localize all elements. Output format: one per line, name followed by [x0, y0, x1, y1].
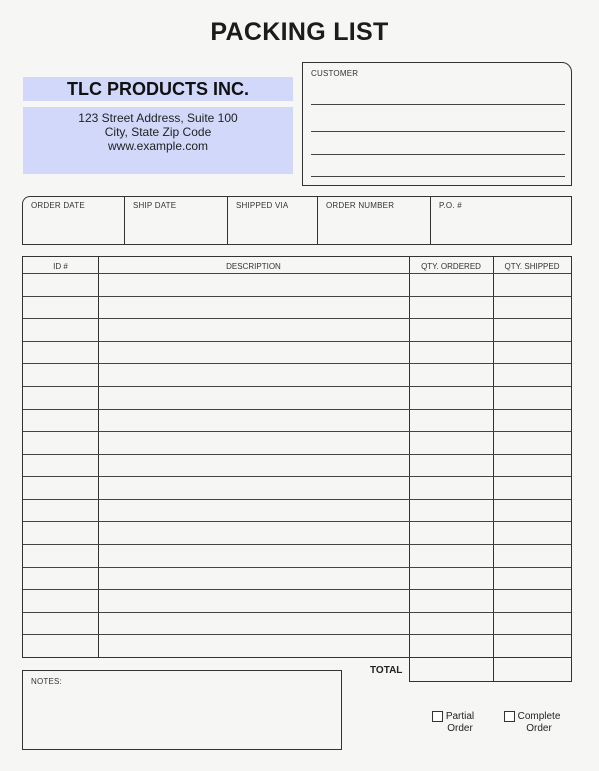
table-row-line: [23, 363, 571, 364]
order-date-field[interactable]: [23, 197, 125, 244]
table-row-line: [23, 431, 571, 432]
table-row-line: [23, 589, 571, 590]
column-header-description: DESCRIPTION: [226, 262, 281, 271]
customer-line-1[interactable]: [311, 104, 565, 105]
table-row-line: [23, 612, 571, 613]
column-divider: [409, 257, 410, 657]
company-address-line1: 123 Street Address, Suite 100: [78, 111, 238, 125]
complete-order-label: [515, 711, 563, 735]
table-row-line: [23, 499, 571, 500]
complete-order-checkbox[interactable]: [504, 711, 515, 722]
header-separator: [23, 273, 571, 274]
table-row-line: [23, 296, 571, 297]
column-header-qty-ordered: QTY. ORDERED: [421, 262, 481, 271]
order-number-field[interactable]: [318, 197, 431, 244]
table-row-line: [23, 521, 571, 522]
partial-order-label-line2: Order: [447, 723, 473, 734]
shipped-via-field[interactable]: [228, 197, 318, 244]
table-row-line: [23, 476, 571, 477]
table-row-line: [23, 454, 571, 455]
partial-order-label-line1: Partial: [445, 711, 475, 722]
company-address-block: [23, 107, 293, 174]
company-website: www.example.com: [107, 139, 209, 153]
table-row-line: [23, 544, 571, 545]
company-address-line2: City, State Zip Code: [104, 125, 212, 139]
order-info-row: [22, 196, 572, 245]
column-divider: [98, 257, 99, 657]
total-label: TOTAL: [370, 665, 403, 676]
table-row-line: [23, 409, 571, 410]
column-divider: [493, 257, 494, 657]
partial-order-label: [441, 711, 479, 735]
table-row-line: [23, 341, 571, 342]
page-title: PACKING LIST: [210, 18, 389, 46]
notes-box[interactable]: [22, 670, 342, 750]
po-number-field[interactable]: [431, 197, 571, 244]
company-name: TLC PRODUCTS INC.: [23, 77, 293, 101]
table-row-line: [23, 634, 571, 635]
order-date-label: ORDER DATE: [31, 201, 85, 210]
customer-line-2[interactable]: [311, 131, 565, 132]
column-header-id: ID #: [53, 262, 68, 271]
table-row-line: [23, 318, 571, 319]
complete-order-label-line1: Complete: [517, 711, 561, 722]
shipped-via-label: SHIPPED VIA: [236, 201, 289, 210]
ship-date-field[interactable]: [125, 197, 228, 244]
items-table: [22, 256, 572, 658]
complete-order-label-line2: Order: [526, 723, 552, 734]
customer-line-4[interactable]: [311, 176, 565, 177]
table-row-line: [23, 386, 571, 387]
customer-label: CUSTOMER: [311, 69, 359, 78]
po-number-label: P.O. #: [439, 201, 462, 210]
order-number-label: ORDER NUMBER: [326, 201, 395, 210]
column-header-qty-shipped: QTY. SHIPPED: [504, 262, 560, 271]
customer-box[interactable]: [302, 62, 572, 186]
customer-line-3[interactable]: [311, 154, 565, 155]
total-divider: [493, 658, 494, 681]
total-row[interactable]: [409, 658, 572, 682]
table-row-line: [23, 567, 571, 568]
ship-date-label: SHIP DATE: [133, 201, 177, 210]
notes-label: NOTES:: [31, 677, 62, 686]
